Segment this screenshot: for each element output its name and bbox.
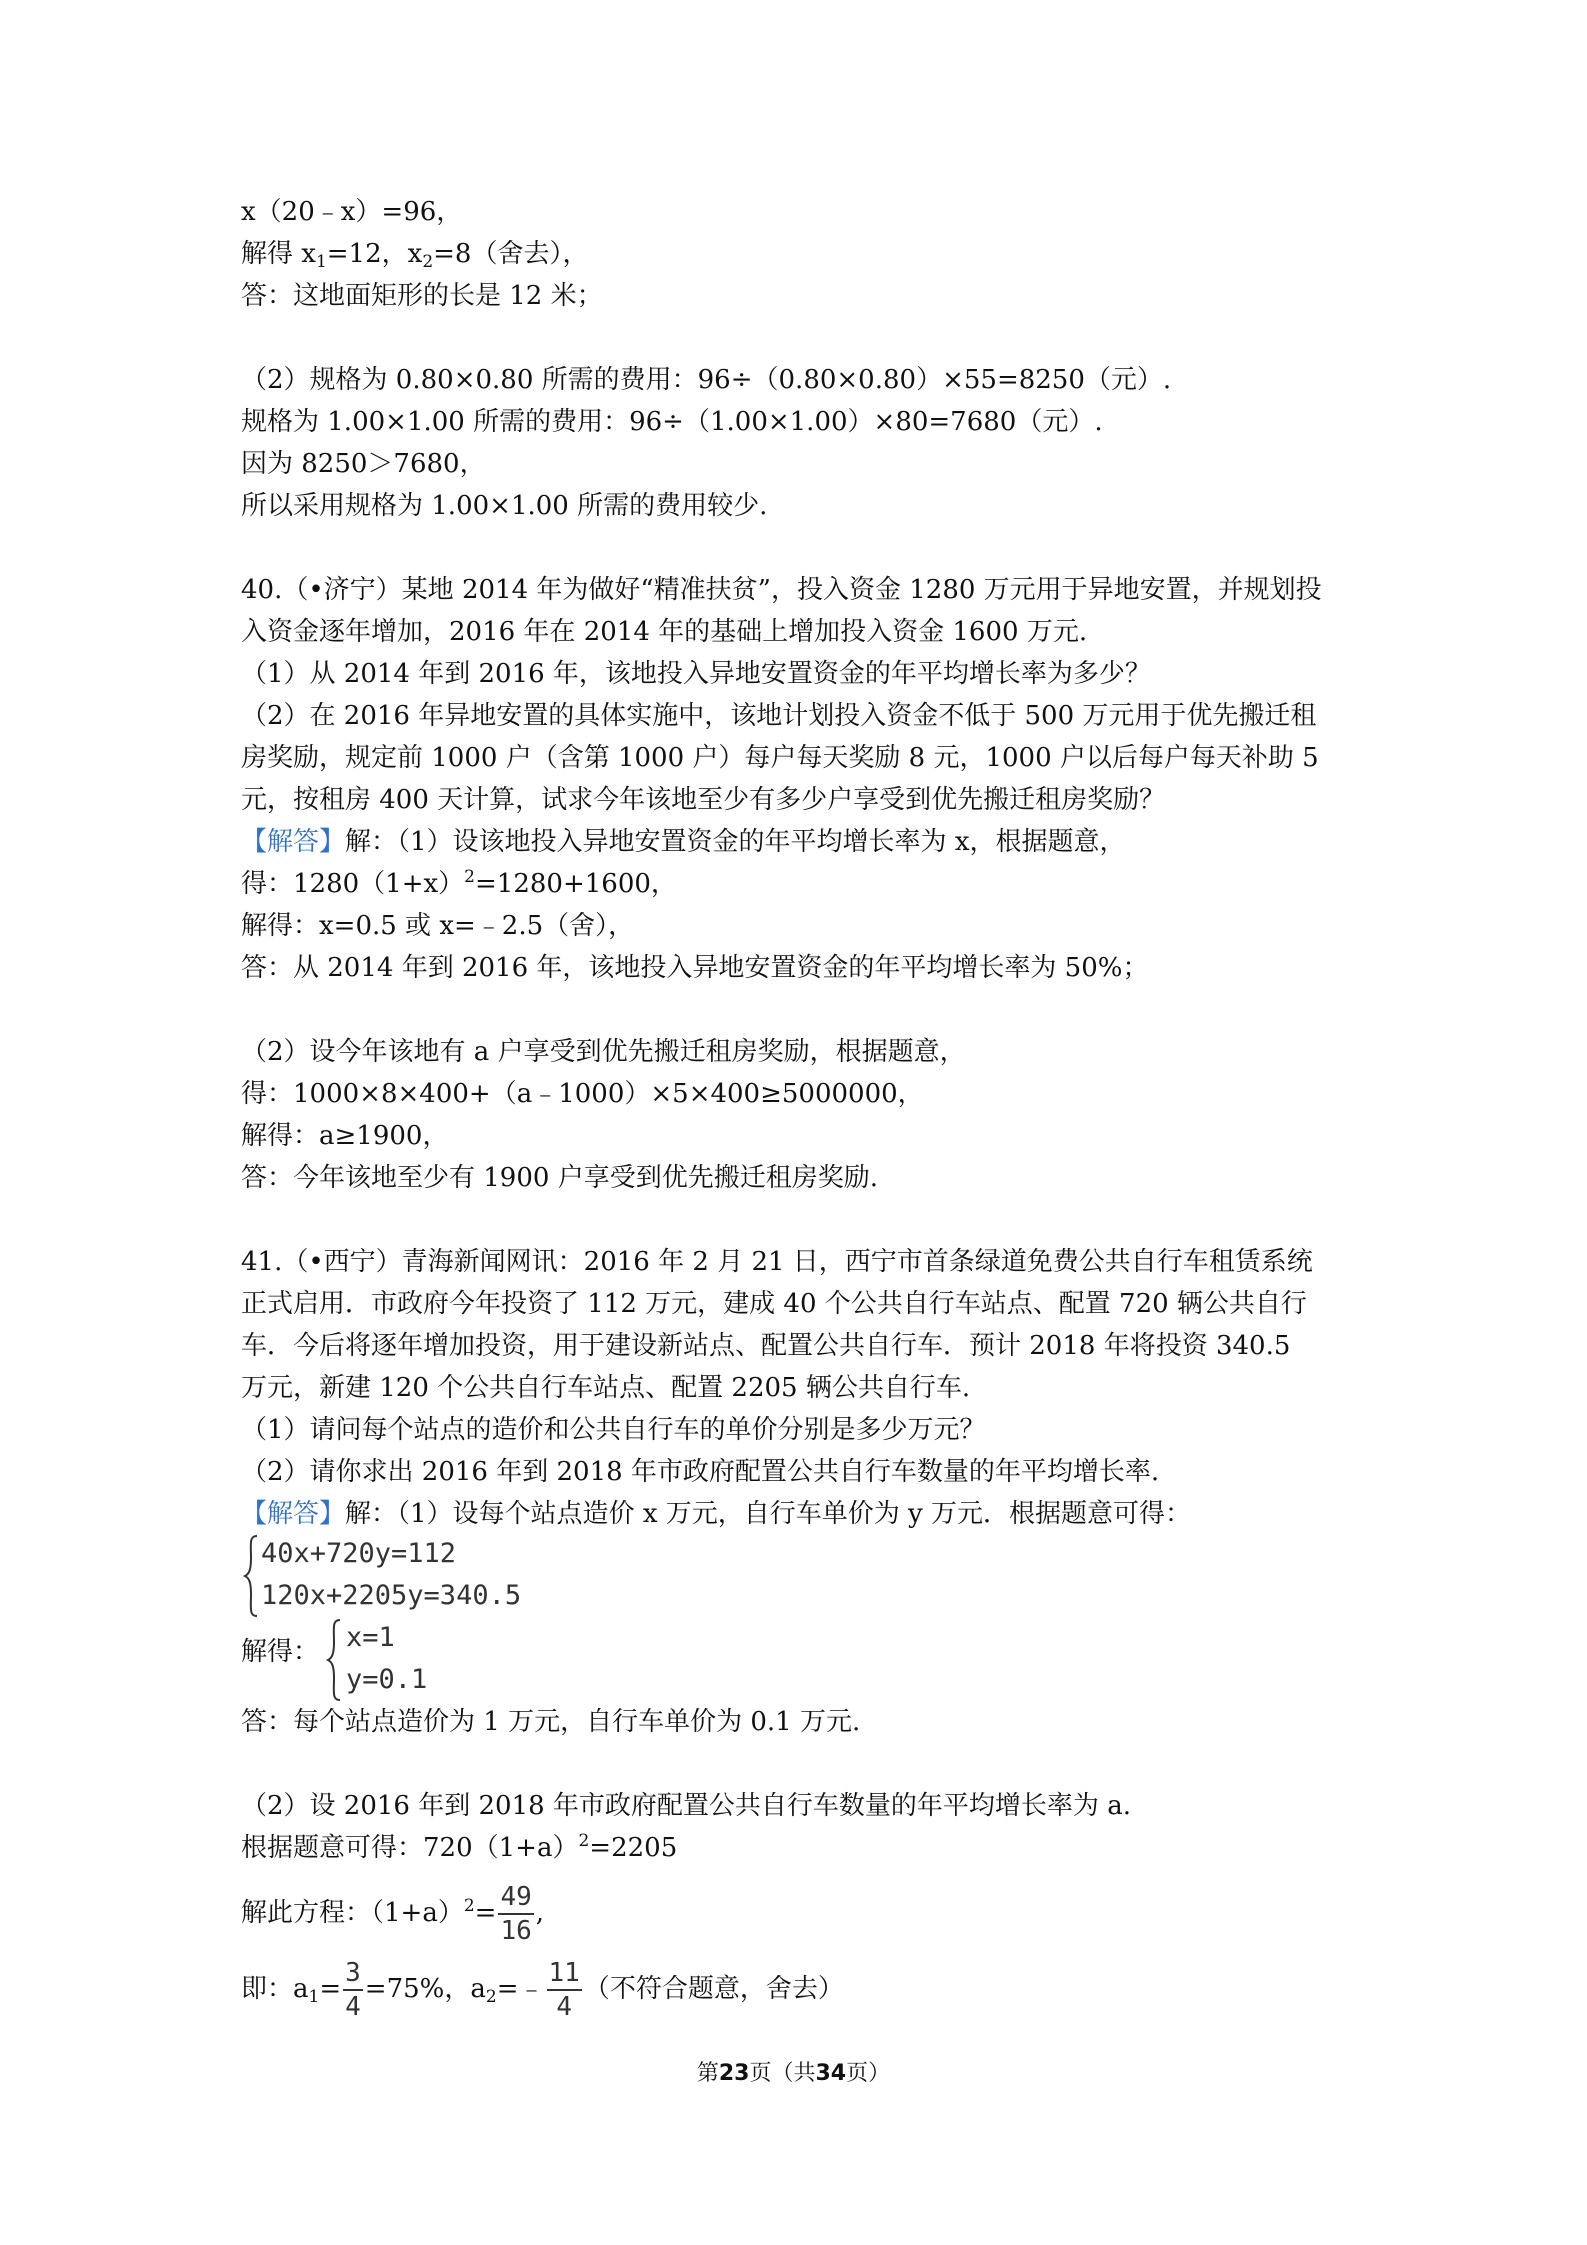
text-line: 解得： bbox=[241, 1637, 320, 1667]
brace-icon bbox=[326, 1618, 342, 1702]
answer-tag: 【解答】 bbox=[241, 827, 346, 857]
page-number: 23 bbox=[718, 2061, 750, 2086]
text-line: （2）请你求出 2016 年到 2018 年市政府配置公共自行车数量的年平均增长率. bbox=[241, 1457, 1160, 1487]
brace-icon bbox=[243, 1534, 259, 1618]
text-line: 答：每个站点造价为 1 万元，自行车单价为 0.1 万元. bbox=[241, 1707, 861, 1737]
total-pages: 34 bbox=[815, 2061, 847, 2086]
equation-row: 40x+720y=112 bbox=[261, 1538, 457, 1569]
text-line: 答：这地面矩形的长是 12 米； bbox=[241, 281, 603, 311]
text-line: 得：1000×8×400+（a﹣1000）×5×400≥5000000， bbox=[241, 1079, 924, 1109]
equation-system bbox=[243, 1534, 563, 1618]
answer-tag: 【解答】 bbox=[241, 1499, 346, 1529]
text-line: （1）请问每个站点的造价和公共自行车的单价分别是多少万元？ bbox=[241, 1415, 986, 1445]
equation-row: x=1 bbox=[346, 1622, 395, 1653]
question-40: 40.（•济宁）某地 2014 年为做好“精准扶贫”，投入资金 1280 万元用于异地安置，并规划投 bbox=[241, 575, 1322, 605]
fraction: $\frac{11}{4}$ bbox=[548, 1958, 580, 2022]
text-line: （2）设 2016 年到 2018 年市政府配置公共自行车数量的年平均增长率为 a. bbox=[241, 1791, 1131, 1821]
equation-row: y=0.1 bbox=[346, 1664, 428, 1695]
text-line: 万元，新建 120 个公共自行车站点、配置 2205 辆公共自行车. bbox=[241, 1373, 971, 1403]
text-line: 解此方程：$(1+a)^2=$ $\frac{49}{16}$ , bbox=[241, 1882, 545, 1946]
text-line: （1）从 2014 年到 2016 年，该地投入异地安置资金的年平均增长率为多少？ bbox=[241, 659, 1151, 689]
text-line: （2）设今年该地有 a 户享受到优先搬迁租房奖励，根据题意， bbox=[241, 1037, 966, 1067]
answer-41: 【解答】解：（1）设每个站点造价 x 万元，自行车单价为 y 万元．根据题意可得： bbox=[241, 1499, 1191, 1529]
text-line: 根据题意可得：$720(1+a)^2=2205$ bbox=[241, 1831, 678, 1863]
text-line: （2）在 2016 年异地安置的具体实施中，该地计划投入资金不低于 500 万元用于优先搬迁租 bbox=[241, 701, 1317, 731]
fraction: $\frac{49}{16}$ bbox=[500, 1882, 532, 1946]
text-line: 房奖励，规定前 1000 户（含第 1000 户）每户每天奖励 8 元，1000 户以后每户每天补助 5 bbox=[241, 743, 1319, 773]
answer-40: 【解答】解：（1）设该地投入异地安置资金的年平均增长率为 x，根据题意， bbox=[241, 827, 1126, 857]
text-line: 因为 8250＞7680， bbox=[241, 449, 486, 479]
text-line: 答：今年该地至少有 1900 户享受到优先搬迁租房奖励. bbox=[241, 1163, 878, 1193]
question-41: 41.（•西宁）青海新闻网讯：2016 年 2 月 21 日，西宁市首条绿道免费公共自行车租赁系统 bbox=[241, 1247, 1313, 1277]
text-line: 解得 $x_1=12$，$x_2=8$（舍去）， bbox=[241, 239, 589, 272]
solution-system bbox=[326, 1618, 446, 1702]
text-line: x（20﹣x）=96， bbox=[241, 197, 463, 227]
page-footer: 第23页（共34页） bbox=[696, 2061, 891, 2086]
text-line: 正式启用．市政府今年投资了 112 万元，建成 40 个公共自行车站点、配置 720 辆公共自行 bbox=[241, 1289, 1307, 1319]
text-line: 答：从 2014 年到 2016 年，该地投入异地安置资金的年平均增长率为 50%； bbox=[241, 953, 1149, 983]
text-line: 所以采用规格为 1.00×1.00 所需的费用较少. bbox=[241, 491, 768, 521]
text-line: 得：$1280(1+x)^2=1280+1600$， bbox=[241, 867, 677, 899]
text-line: 解得：a≥1900， bbox=[241, 1121, 449, 1151]
equation-row: 120x+2205y=340.5 bbox=[261, 1580, 522, 1611]
text-line: 入资金逐年增加，2016 年在 2014 年的基础上增加投入资金 1600 万元. bbox=[241, 617, 1088, 647]
fraction: $\frac{3}{4}$ bbox=[345, 1958, 361, 2022]
text-line: （2）规格为 0.80×0.80 所需的费用：96÷（0.80×0.80）×55=8250（元）. bbox=[241, 365, 1172, 395]
text-line: 即：$a_1=$ $\frac{3}{4}$ =75%，$a_2=﹣$ $\frac{11}{4}$ （不符合题意，舍去） bbox=[241, 1958, 844, 2022]
text-line: 车．今后将逐年增加投资，用于建设新站点、配置公共自行车．预计 2018 年将投资 340.5 bbox=[241, 1331, 1291, 1361]
text-line: 规格为 1.00×1.00 所需的费用：96÷（1.00×1.00）×80=7680（元）. bbox=[241, 407, 1103, 437]
text-line: 解得：x=0.5 或 x=﹣2.5（舍）， bbox=[241, 911, 635, 941]
text-line: 元，按租房 400 天计算，试求今年该地至少有多少户享受到优先搬迁租房奖励？ bbox=[241, 785, 1166, 815]
